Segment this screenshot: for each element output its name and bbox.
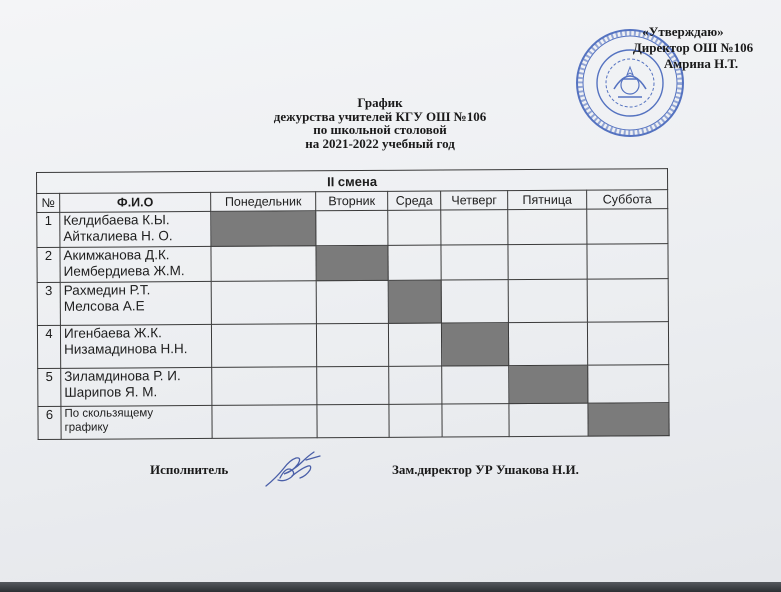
day-cell	[388, 245, 441, 280]
background-edge	[0, 582, 781, 592]
day-cell	[508, 244, 587, 279]
day-cell	[588, 365, 669, 403]
duty-day-cell	[211, 211, 316, 247]
day-cell	[211, 281, 316, 325]
table-row	[38, 403, 669, 440]
column-header-friday: Пятница	[508, 190, 587, 209]
row-number: 2	[37, 247, 60, 282]
column-header-tuesday: Вторник	[316, 191, 388, 210]
table-row	[37, 209, 668, 248]
column-header-saturday: Суббота	[587, 190, 668, 209]
day-cell	[211, 324, 316, 368]
day-cell	[509, 403, 588, 436]
column-header-thursday: Четверг	[441, 191, 508, 210]
duty-day-cell	[441, 323, 508, 366]
heading-subtitle: дежурства учителей КГУ ОШ №106	[273, 108, 487, 124]
day-cell	[389, 366, 442, 404]
day-cell	[212, 367, 317, 406]
teacher-name: Иембердиева Ж.М.	[63, 263, 185, 279]
approval-name: Амрина Н.Т.	[663, 56, 739, 71]
teacher-name: Келдибаева К.Ы.	[63, 212, 170, 228]
day-cell	[441, 210, 508, 245]
table-row	[37, 244, 668, 283]
day-cell	[508, 279, 587, 322]
day-cell	[508, 322, 587, 365]
teacher-names	[61, 405, 212, 439]
day-cell	[317, 404, 389, 437]
teacher-names	[60, 324, 211, 368]
teacher-name: Мелсова А.Е	[63, 298, 145, 314]
teacher-names	[60, 211, 211, 247]
approval-position: Директор ОШ №106	[632, 40, 754, 55]
teacher-name: Зиламдинова Р. И.	[64, 368, 181, 384]
column-header-number: №	[37, 193, 60, 212]
heading-place: по школьной столовой	[313, 122, 447, 137]
column-header-wednesday: Среда	[388, 191, 441, 210]
day-cell	[442, 366, 509, 404]
table-row	[37, 322, 668, 369]
day-cell	[587, 244, 668, 279]
day-cell	[317, 366, 389, 404]
day-cell	[212, 405, 317, 439]
day-cell	[441, 280, 508, 323]
approval-title: «Утверждаю»	[642, 24, 724, 39]
teacher-name: Шарипов Я. М.	[64, 384, 158, 400]
teacher-names	[61, 367, 212, 406]
shift-title: II смена	[37, 169, 668, 194]
deputy-director: Зам.директор УР Ушакова Н.И.	[392, 462, 579, 477]
document-heading	[200, 96, 560, 150]
duty-day-cell	[509, 365, 588, 403]
teacher-name: Низамадинова Н.Н.	[64, 341, 188, 357]
duty-schedule-table	[36, 168, 670, 440]
approval-block	[598, 24, 768, 72]
day-cell	[316, 323, 388, 366]
teacher-name: графику	[64, 421, 109, 434]
day-cell	[587, 209, 668, 244]
row-number: 3	[37, 282, 60, 325]
day-cell	[316, 280, 388, 323]
row-number: 1	[37, 212, 60, 247]
teacher-name: По скользящему	[64, 407, 154, 420]
day-cell	[508, 209, 587, 244]
day-cell	[316, 210, 388, 245]
teacher-name: Игенбаева Ж.К.	[63, 325, 162, 341]
handwritten-signature-icon	[262, 448, 326, 492]
table-row	[38, 365, 669, 407]
day-cell	[587, 322, 668, 365]
row-number: 4	[37, 325, 60, 368]
teacher-name: Акимжанова Д.К.	[63, 247, 170, 263]
teacher-names	[60, 246, 211, 282]
duty-day-cell	[588, 403, 669, 436]
duty-day-cell	[316, 245, 388, 280]
column-header-monday: Понедельник	[211, 192, 316, 212]
day-cell	[389, 404, 442, 437]
column-header-name: Ф.И.О	[60, 192, 211, 212]
day-cell	[442, 404, 509, 437]
row-number: 6	[38, 406, 61, 439]
table-row	[37, 279, 668, 326]
day-cell	[388, 210, 441, 245]
heading-title: График	[357, 95, 403, 110]
heading-year: на 2021-2022 учебный год	[305, 135, 455, 151]
duty-day-cell	[388, 280, 441, 323]
teacher-names	[60, 281, 211, 325]
day-cell	[211, 246, 316, 282]
teacher-name: Айткалиева Н. О.	[63, 228, 173, 244]
day-cell	[587, 279, 668, 322]
teacher-name: Рахмедин Р.Т.	[63, 282, 151, 298]
executor-label: Исполнитель	[150, 462, 229, 477]
day-cell	[441, 245, 508, 280]
day-cell	[388, 323, 441, 366]
row-number: 5	[38, 368, 61, 406]
